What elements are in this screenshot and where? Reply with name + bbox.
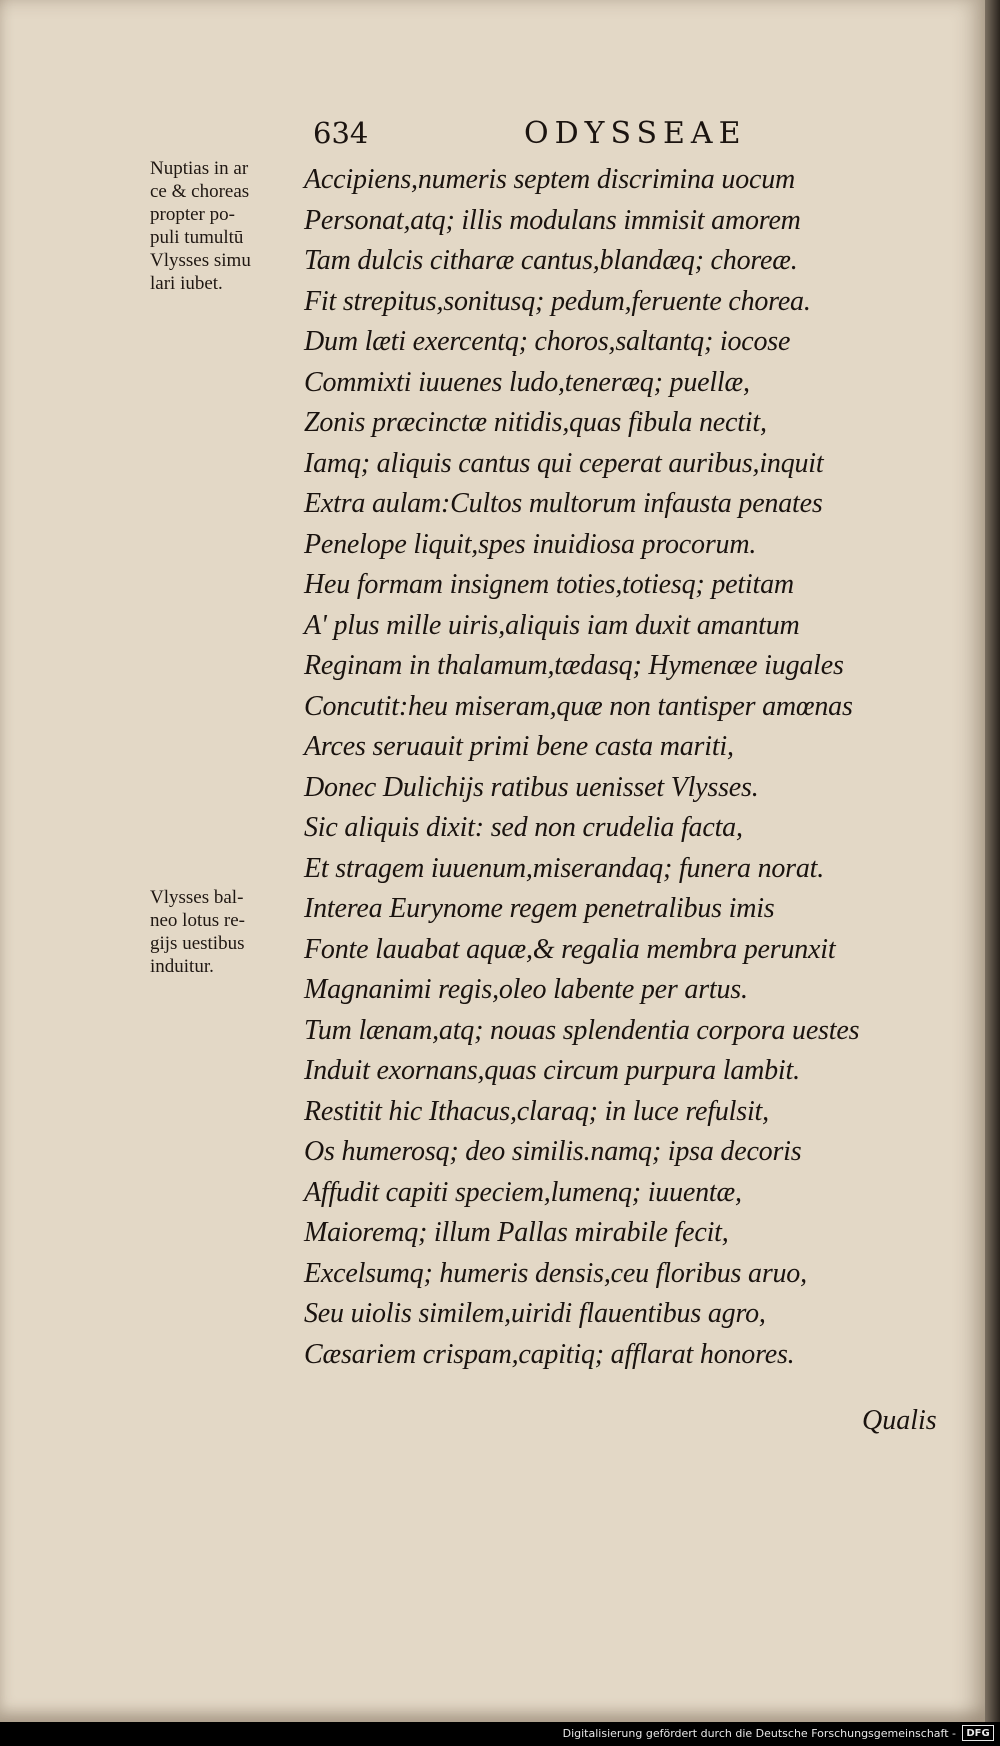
verse-text bbox=[304, 160, 964, 1375]
verse-line: Tam dulcis citharæ cantus,blandæq; choreæ. bbox=[304, 245, 798, 276]
margin-note-line: lari iubet. bbox=[150, 273, 223, 294]
verse-line: Heu formam insignem toties,totiesq; petitam bbox=[304, 569, 794, 600]
book-spine-shadow bbox=[985, 0, 1000, 1722]
verse-line: Restitit hic Ithacus,claraq; in luce refulsit, bbox=[304, 1095, 769, 1127]
margin-note-line: neo lotus re- bbox=[150, 910, 245, 931]
margin-note-line: Vlysses bal- bbox=[150, 887, 244, 908]
verse-line: Seu uiolis similem,uiridi flauentibus agro, bbox=[304, 1298, 766, 1329]
verse-line: Fit strepitus,sonitusq; pedum,feruente chorea. bbox=[304, 285, 811, 317]
verse-line: Affudit capiti speciem,lumenq; iuuentæ, bbox=[304, 1176, 742, 1208]
margin-note-line: puli tumultū bbox=[150, 227, 244, 248]
margin-note-line: gijs uestibus bbox=[150, 933, 245, 954]
verse-line: Zonis præcinctæ nitidis,quas fibula nectit, bbox=[304, 407, 767, 438]
verse-line: Donec Dulichijs ratibus uenisset Vlysses. bbox=[304, 771, 759, 803]
funding-credit: Digitalisierung gefördert durch die Deutsche Forschungsgemeinschaft - bbox=[562, 1727, 956, 1740]
verse-line: Accipiens,numeris septem discrimina uocum bbox=[304, 164, 796, 195]
verse-line: Maioremq; illum Pallas mirabile fecit, bbox=[304, 1217, 729, 1248]
verse-line: Iamq; aliquis cantus qui ceperat auribus,inquit bbox=[304, 447, 824, 479]
verse-line: Extra aulam:Cultos multorum infausta penates bbox=[304, 488, 823, 519]
verse-line: Arces seruauit primi bene casta mariti, bbox=[304, 731, 734, 762]
verse-line: Penelope liquit,spes inuidiosa procorum. bbox=[304, 528, 757, 560]
verse-line: Commixti iuuenes ludo,teneræq; puellæ, bbox=[304, 366, 750, 398]
margin-note-line: propter po- bbox=[150, 204, 235, 225]
verse-line: Et stragem iuuenum,miserandaq; funera norat. bbox=[304, 852, 825, 884]
verse-line: Reginam in thalamum,tædasq; Hymenæe iugales bbox=[304, 650, 844, 681]
margin-note-1 bbox=[150, 157, 298, 295]
catchword: Qualis bbox=[862, 1405, 937, 1436]
verse-line: Sic aliquis dixit: sed non crudelia facta, bbox=[304, 812, 743, 843]
running-head: ODYSSEAE bbox=[524, 116, 747, 151]
verse-line: Interea Eurynome regem penetralibus imis bbox=[304, 893, 775, 924]
margin-note-2 bbox=[150, 886, 298, 978]
margin-note-line: induitur. bbox=[150, 956, 214, 977]
page-number: 634 bbox=[313, 116, 369, 150]
verse-line: Concutit:heu miseram,quæ non tantisper amœnas bbox=[304, 690, 853, 722]
dfg-logo-icon: DFG bbox=[962, 1725, 994, 1741]
verse-line: A' plus mille uiris,aliquis iam duxit amantum bbox=[304, 609, 800, 641]
verse-line: Magnanimi regis,oleo labente per artus. bbox=[304, 974, 748, 1005]
margin-note-line: Nuptias in ar bbox=[150, 158, 249, 179]
margin-note-line: ce & choreas bbox=[150, 181, 250, 202]
margin-note-line: Vlysses simu bbox=[150, 250, 251, 271]
verse-line: Induit exornans,quas circum purpura lambit. bbox=[304, 1055, 800, 1086]
verse-line: Dum læti exercentq; choros,saltantq; iocose bbox=[304, 326, 791, 357]
verse-line: Excelsumq; humeris densis,ceu floribus aruo, bbox=[304, 1257, 807, 1289]
verse-line: Os humerosq; deo similis.namq; ipsa decoris bbox=[304, 1136, 802, 1167]
verse-line: Personat,atq; illis modulans immisit amorem bbox=[304, 204, 801, 236]
page-header bbox=[308, 116, 868, 156]
verse-line: Tum lænam,atq; nouas splendentia corpora uestes bbox=[304, 1014, 860, 1046]
verse-line: Fonte lauabat aquæ,& regalia membra perunxit bbox=[304, 933, 836, 965]
verse-line: Cæsariem crispam,capitiq; afflarat honores. bbox=[304, 1338, 795, 1370]
